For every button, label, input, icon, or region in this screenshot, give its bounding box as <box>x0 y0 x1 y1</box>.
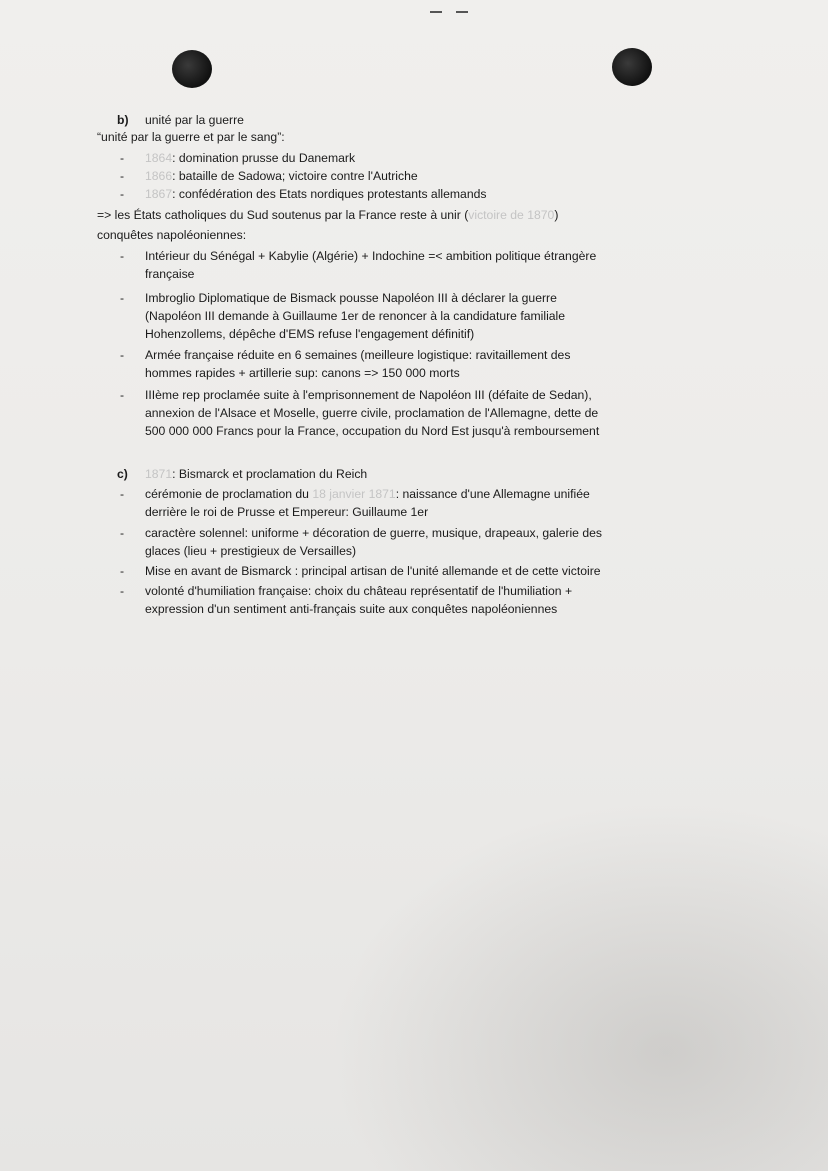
punch-hole-left <box>172 50 212 88</box>
bullet-marker: - <box>119 348 125 362</box>
bullet-marker: - <box>119 291 125 305</box>
bullet-marker: - <box>119 564 125 578</box>
list-item: Mise en avant de Bismarck : principal artisan de l'unité allemande et de cette victoire <box>145 564 601 578</box>
bullet-marker: - <box>119 151 125 165</box>
year: 1864 <box>145 151 173 165</box>
list-item-cont: (Napoléon III demande à Guillaume 1er de renoncer à la candidature familiale <box>145 309 566 323</box>
bullet-marker: - <box>119 526 125 540</box>
list-item: IIIème rep proclamée suite à l'emprisonnement de Napoléon III (défaite de Sedan), <box>145 388 592 402</box>
scan-shadow <box>330 800 828 1171</box>
list-item-cont: derrière le roi de Prusse et Empereur: Guillaume 1er <box>145 505 429 519</box>
list-item: caractère solennel: uniforme + décoration de guerre, musique, drapeaux, galerie des <box>145 526 602 540</box>
section-b-label: b) <box>117 113 129 127</box>
list-item: Imbroglio Diplomatique de Bismack pousse Napoléon III à déclarer la guerre <box>145 291 557 305</box>
list-item: 1867: confédération des Etats nordiques protestants allemands <box>145 187 487 201</box>
bullet-marker: - <box>119 169 125 183</box>
section-c-title: 1871: Bismarck et proclamation du Reich <box>145 467 368 481</box>
list-item-cont: glaces (lieu + prestigieux de Versailles) <box>145 544 357 558</box>
list-item: 1864: domination prusse du Danemark <box>145 151 356 165</box>
bullet-marker: - <box>119 487 125 501</box>
year: 1866 <box>145 169 173 183</box>
year: 1871 <box>145 467 173 481</box>
list-item-cont: expression d'un sentiment anti-français suite aux conquêtes napoléoniennes <box>145 602 558 616</box>
punch-hole-right <box>612 48 652 86</box>
bullet-marker: - <box>119 388 125 402</box>
list-item: Intérieur du Sénégal + Kabylie (Algérie) + Indochine =< ambition politique étrangère <box>145 249 597 263</box>
section-b-quote: “unité par la guerre et par le sang”: <box>97 130 285 144</box>
list-item-cont: française <box>145 267 195 281</box>
arrow-conclusion: => les États catholiques du Sud soutenus par la France reste à unir (victoire de 1870) <box>97 208 559 222</box>
list-item-cont: annexion de l'Alsace et Moselle, guerre civile, proclamation de l'Allemagne, dette de <box>145 406 599 420</box>
section-b-title: unité par la guerre <box>145 113 244 127</box>
top-edge-mark <box>430 0 490 4</box>
section-c-label: c) <box>117 467 128 481</box>
bullet-marker: - <box>119 249 125 263</box>
list-item: Armée française réduite en 6 semaines (meilleure logistique: ravitaillement des <box>145 348 571 362</box>
list-item: volonté d'humiliation française: choix du château représentatif de l'humiliation + <box>145 584 573 598</box>
bullet-marker: - <box>119 187 125 201</box>
conquests-title: conquêtes napoléoniennes: <box>97 228 247 242</box>
list-item-cont: hommes rapides + artillerie sup: canons => 150 000 morts <box>145 366 460 380</box>
list-item: cérémonie de proclamation du 18 janvier 1871: naissance d'une Allemagne unifiée <box>145 487 590 501</box>
list-item-cont: 500 000 000 Francs pour la France, occupation du Nord Est jusqu'à remboursement <box>145 424 600 438</box>
year: 1867 <box>145 187 173 201</box>
list-item-cont: Hohenzollems, dépêche d'EMS refuse l'engagement définitif) <box>145 327 475 341</box>
bullet-marker: - <box>119 584 125 598</box>
list-item: 1866: bataille de Sadowa; victoire contre l'Autriche <box>145 169 418 183</box>
